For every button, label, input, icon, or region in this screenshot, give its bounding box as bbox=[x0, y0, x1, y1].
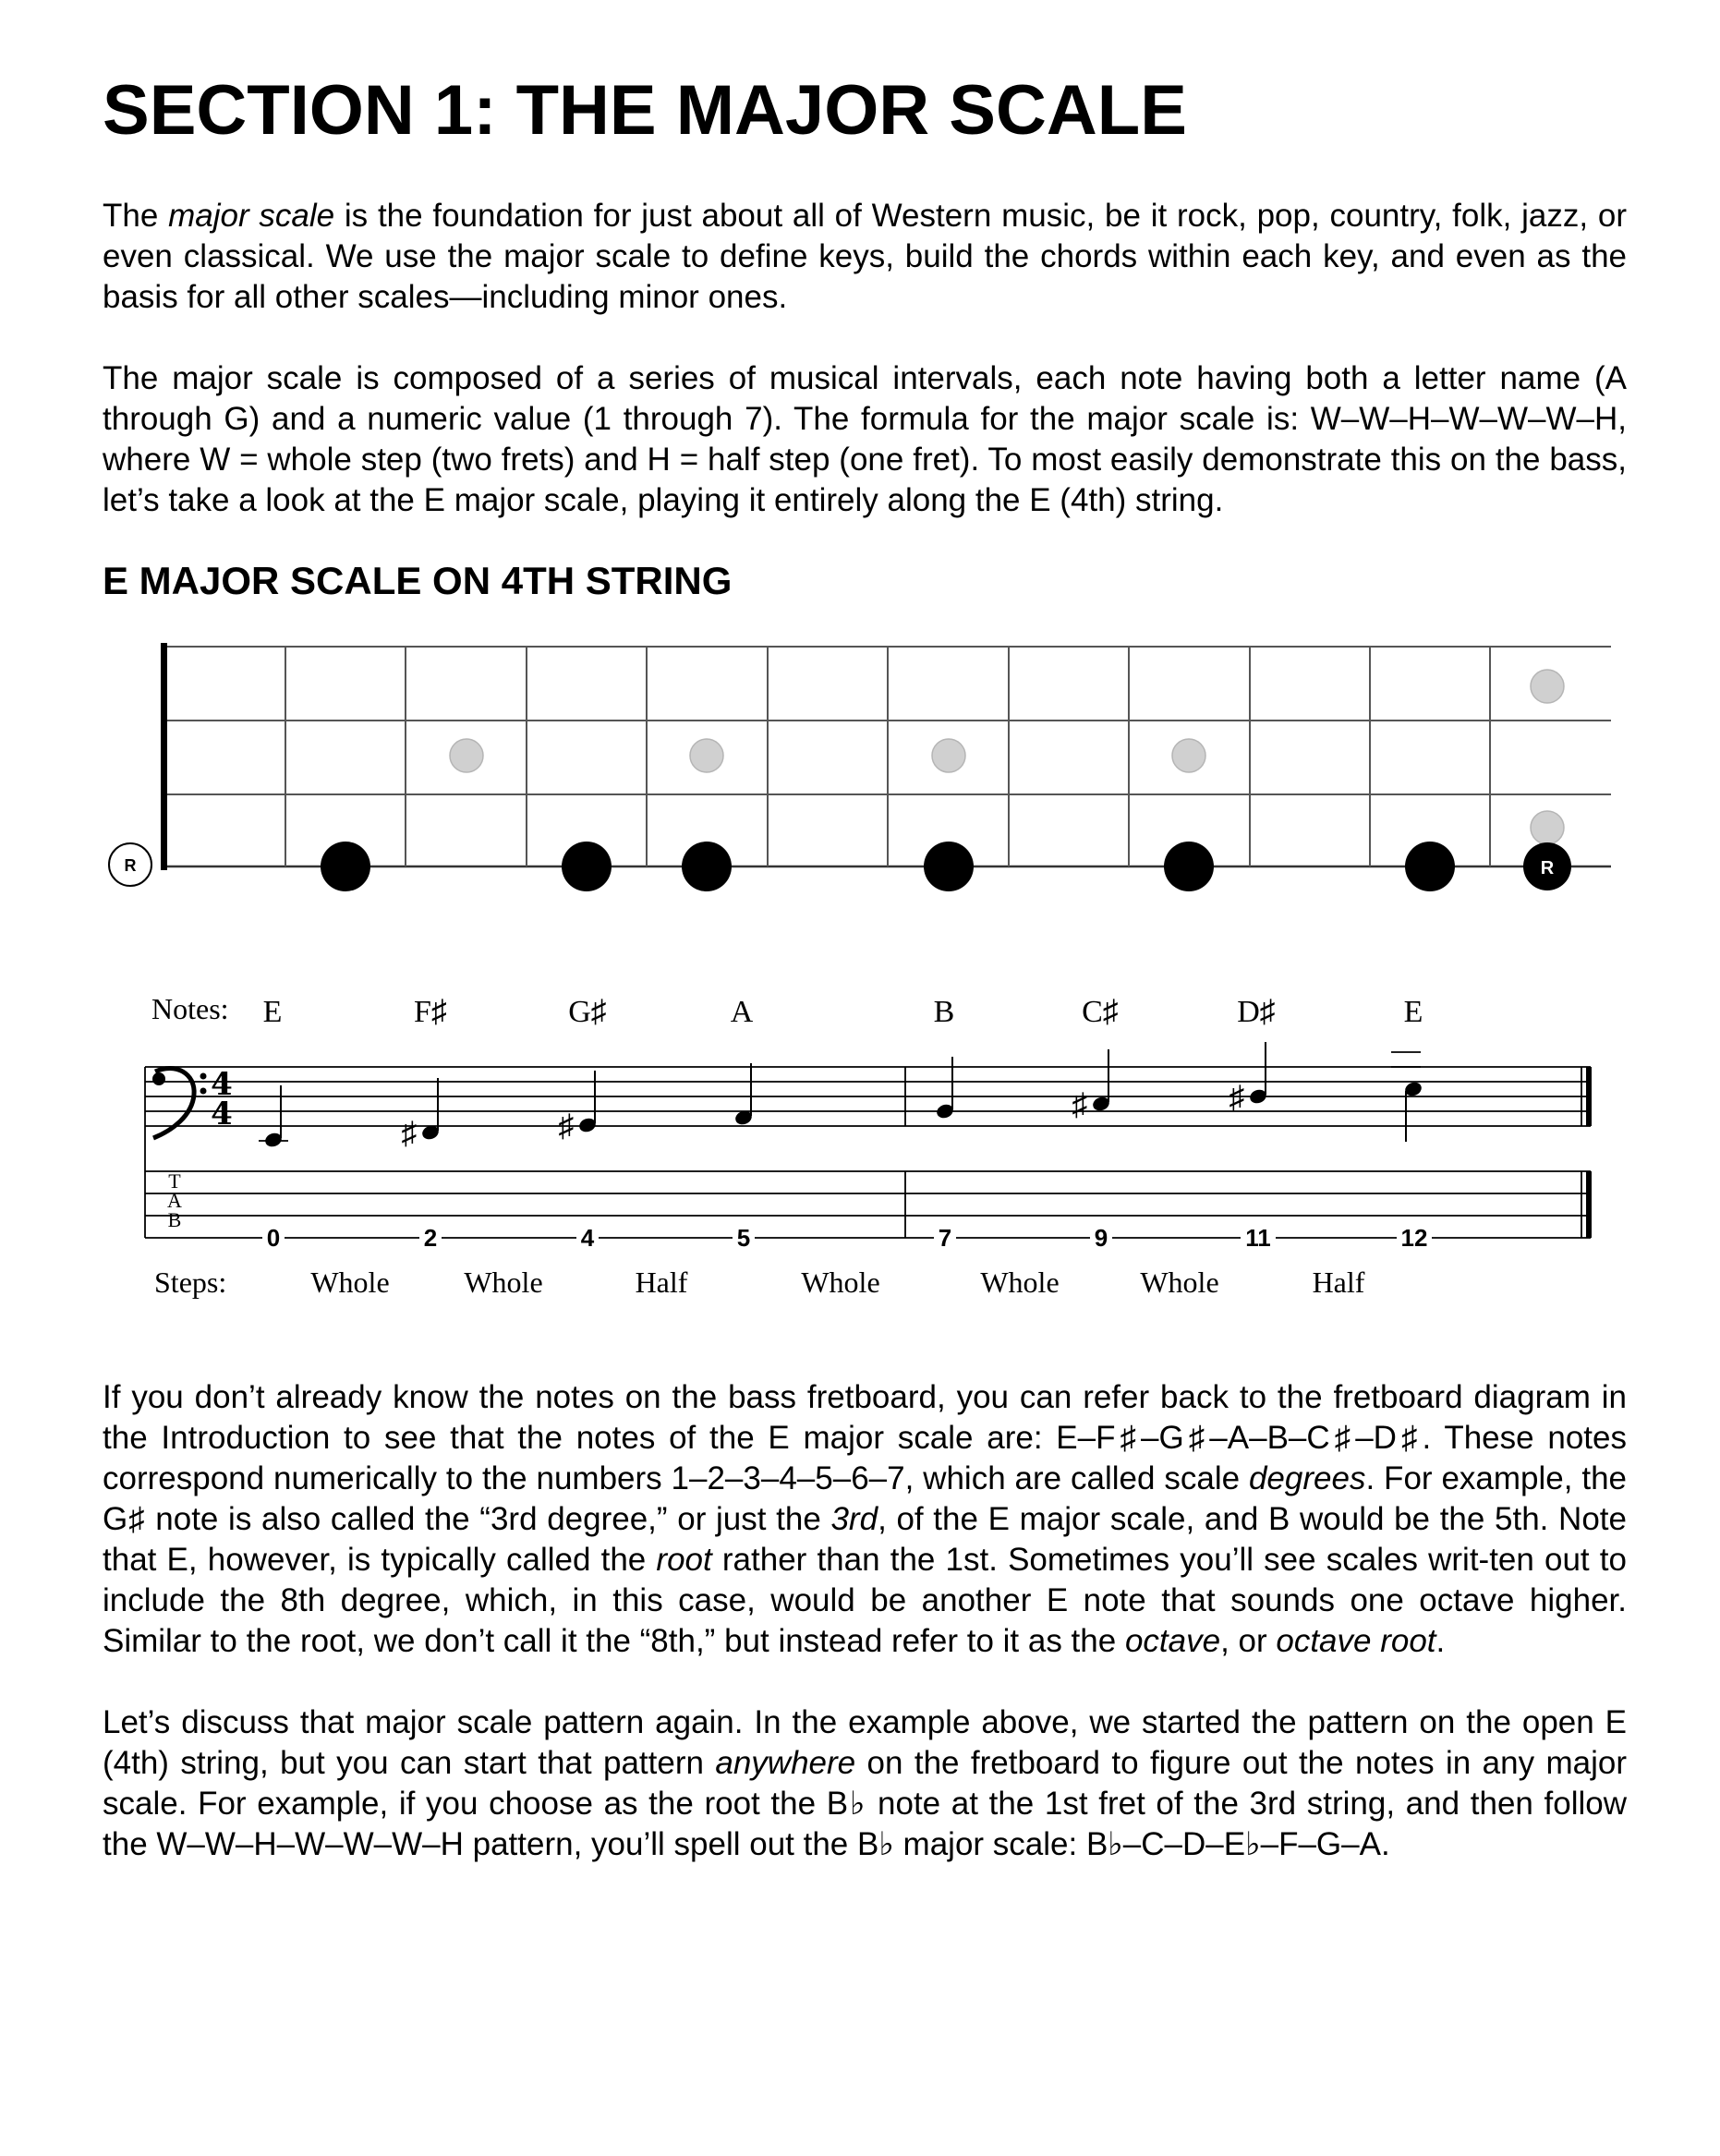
steps-label: Steps: bbox=[154, 1266, 227, 1299]
tab-number: 12 bbox=[1400, 1224, 1428, 1252]
note-name: E bbox=[1403, 995, 1423, 1029]
step-label: Whole bbox=[980, 1266, 1060, 1299]
step-label: Whole bbox=[464, 1266, 543, 1299]
formula-paragraph: The major scale is composed of a series of musical intervals, each note having both a letter name (A through G) and a numeric value (1 through 7). The formula for the major scale is: W–W–H–W–W–W–H, where W = whole step (two frets) and H = half step (one fret). To most easily demonstrate this on the bass, let’s take a look at the E major scale, playing it entirely along the E (4th) string. bbox=[103, 360, 1627, 518]
note-name: A bbox=[730, 995, 754, 1029]
intro-paragraph: The major scale is the foundation for just about all of Western music, be it rock, pop, country, folk, jazz, or even classical. We use the major scale to define keys, build the chords within each key, and even as the basis for all other scales—including minor ones. bbox=[103, 198, 1627, 315]
tab-number: 7 bbox=[938, 1224, 952, 1252]
sharp-icon: ♯ bbox=[1229, 1081, 1245, 1115]
note-name: F♯ bbox=[414, 995, 447, 1029]
note-name: B bbox=[933, 995, 955, 1029]
scale-degrees-paragraph: If you don’t already know the notes on the bass fretboard, you can refer back to the fretboard diagram in the Introduction to see that the notes of the E major scale are: E–F♯–G♯–A–B–C♯–D♯. These notes correspond numerically to the numbers 1–2–3–4–5–6–7, which are called scale degrees. For example, the G♯ note is also called the “3rd degree,” or just the 3rd, of the E major scale, and B would be the 5th. Note that E, however, is typically called the root rather than the 1st. Sometimes you’ll see scales writ-ten out to include the 8th degree, which, in this case, would be another E note that sounds one octave higher. Similar to the root, we don’t call it the “8th,” but instead refer to it as the octave, or octave root. bbox=[103, 1379, 1628, 1659]
step-label: Whole bbox=[801, 1266, 880, 1299]
bass-staff bbox=[145, 1067, 1591, 1238]
sharp-icon: ♯ bbox=[401, 1117, 418, 1151]
page-title: SECTION 1: THE MAJOR SCALE bbox=[103, 71, 1187, 150]
final-barline-staff bbox=[1586, 1067, 1592, 1126]
staff-note-e bbox=[263, 1085, 284, 1149]
svg-text:T: T bbox=[168, 1169, 181, 1193]
staff-notes bbox=[263, 1042, 1423, 1149]
step-label: Whole bbox=[1140, 1266, 1219, 1299]
time-signature-4-4 bbox=[211, 1066, 233, 1133]
note-name: D♯ bbox=[1237, 995, 1276, 1029]
subheading-e-major-scale: E MAJOR SCALE ON 4TH STRING bbox=[103, 559, 733, 602]
staff-note-g-sharp bbox=[577, 1071, 598, 1134]
step-label: Half bbox=[635, 1266, 688, 1299]
notes-label: Notes: bbox=[151, 992, 229, 1025]
step-labels bbox=[310, 1266, 1364, 1299]
octave-root-label: R bbox=[1540, 858, 1555, 878]
open-root-label: R bbox=[124, 856, 137, 875]
tab-number: 11 bbox=[1245, 1224, 1271, 1252]
tab-clef bbox=[167, 1169, 182, 1231]
svg-text:4: 4 bbox=[211, 1066, 233, 1103]
note-name: C♯ bbox=[1082, 995, 1119, 1029]
svg-text:4: 4 bbox=[211, 1096, 233, 1133]
sharp-accidentals bbox=[402, 1081, 1245, 1151]
tab-number: 0 bbox=[266, 1224, 281, 1252]
tab-number: 4 bbox=[580, 1224, 595, 1252]
tab-number: 2 bbox=[423, 1224, 438, 1252]
staff-note-a bbox=[733, 1063, 754, 1127]
pattern-paragraph: Let’s discuss that major scale pattern again. In the example above, we started the pattern on the open E (4th) string, but you can start that pattern anywhere on the fretboard to figure out the notes in any major scale. For example, if you choose as the root the B♭ note at the 1st fret of the 3rd string, and then follow the W–W–H–W–W–W–H pattern, you’ll spell out the B♭ major scale: B♭–C–D–E♭–F–G–A. bbox=[103, 1704, 1627, 1862]
staff-note-d-sharp bbox=[1248, 1042, 1268, 1106]
step-label: Half bbox=[1312, 1266, 1365, 1299]
svg-text:A: A bbox=[167, 1189, 182, 1212]
sharp-icon: ♯ bbox=[1072, 1088, 1088, 1122]
note-names bbox=[263, 995, 1423, 1029]
note-name: G♯ bbox=[568, 995, 607, 1029]
svg-text:B: B bbox=[167, 1208, 182, 1231]
final-barline-tab bbox=[1586, 1171, 1592, 1238]
tab-staff bbox=[145, 1171, 1591, 1238]
sharp-icon: ♯ bbox=[558, 1109, 575, 1144]
staff-note-f-sharp bbox=[420, 1078, 441, 1142]
note-name: E bbox=[262, 995, 283, 1029]
tab-number: 5 bbox=[736, 1224, 751, 1252]
tab-number: 9 bbox=[1094, 1224, 1108, 1252]
bass-clef-icon bbox=[152, 1068, 207, 1138]
step-label: Whole bbox=[310, 1266, 390, 1299]
